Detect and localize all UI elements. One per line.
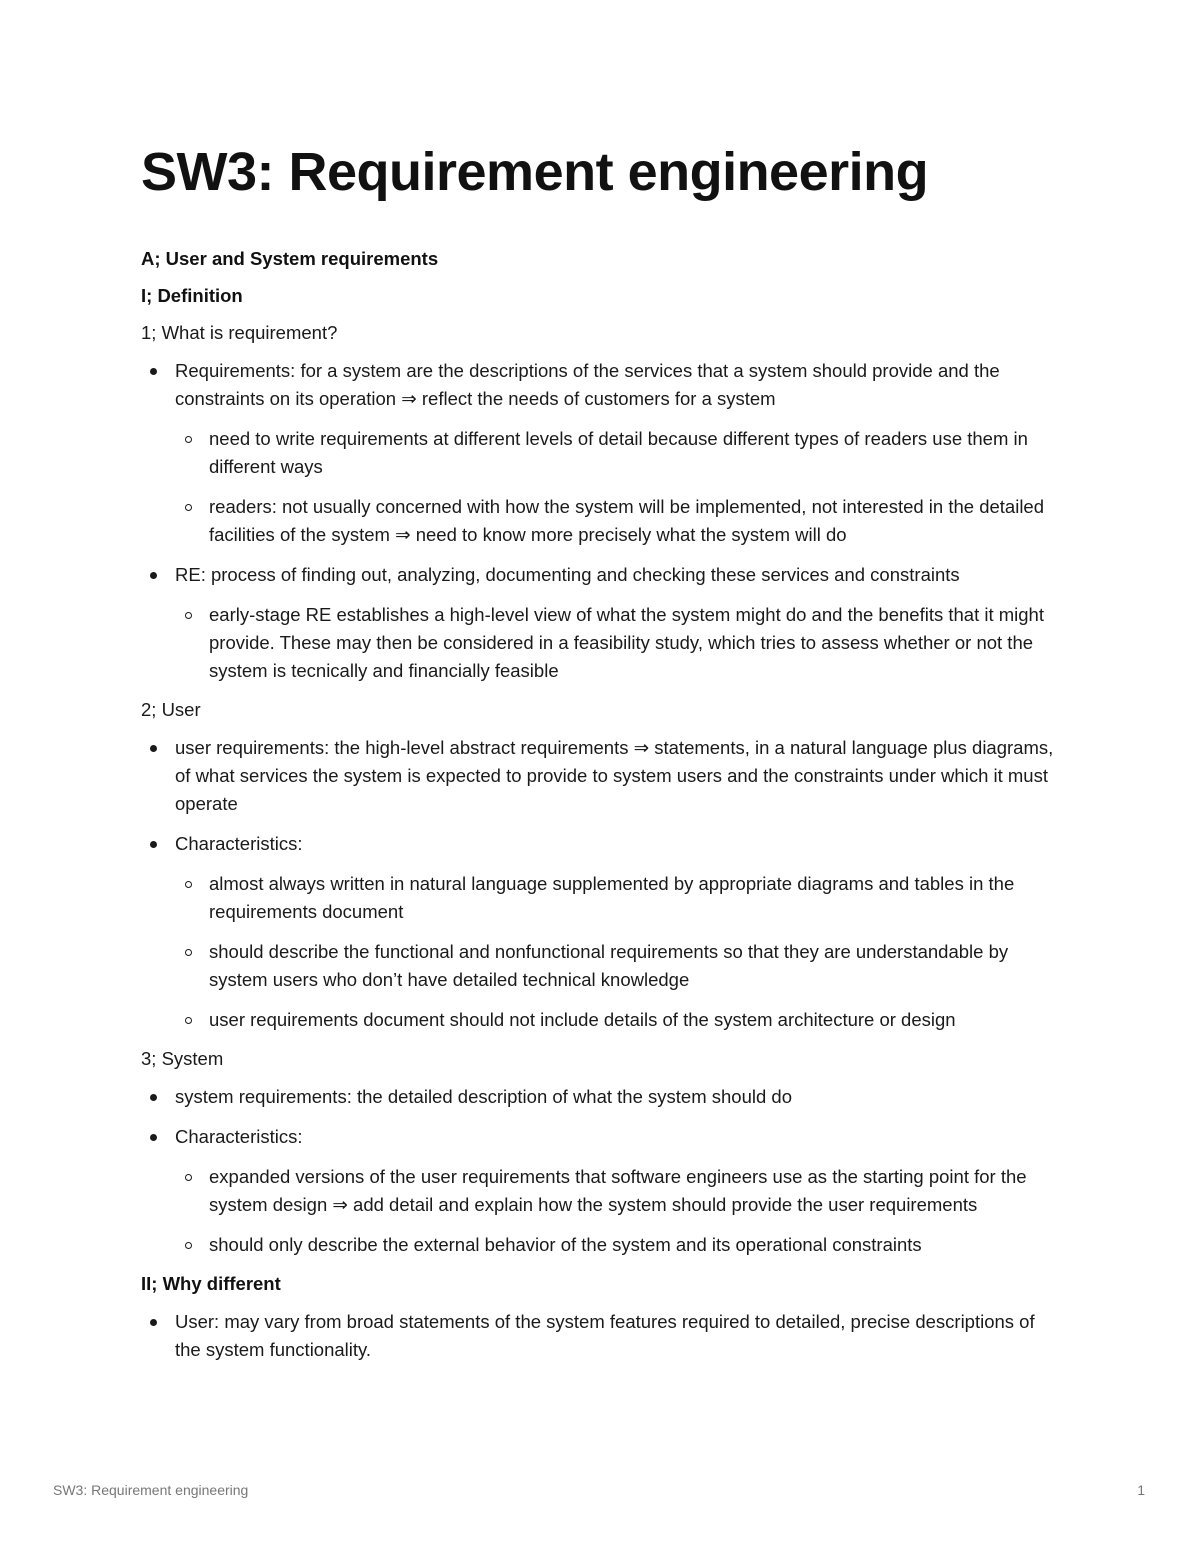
list-item xyxy=(141,1083,1061,1111)
bullet-circle-icon xyxy=(185,612,192,619)
section-heading-i: I; Definition xyxy=(141,285,243,306)
bullet-dot-icon xyxy=(150,745,157,752)
bullet-circle-icon xyxy=(185,504,192,511)
list-item-text: almost always written in natural language supplemented by appropriate diagrams and tables in the requirements document xyxy=(209,873,1015,922)
list-item-text: RE: process of finding out, analyzing, documenting and checking these services and constraints xyxy=(175,564,960,585)
list-item-text: expanded versions of the user requirements that software engineers use as the starting point for the system design ⇒ add detail and explain how the system should provide the user requirements xyxy=(209,1166,1027,1215)
sub-list xyxy=(175,1163,1061,1259)
bullet-dot-icon xyxy=(150,841,157,848)
bullet-circle-icon xyxy=(185,881,192,888)
bullet-circle-icon xyxy=(185,949,192,956)
bullet-dot-icon xyxy=(150,1094,157,1101)
sub-list xyxy=(175,601,1061,685)
bullet-circle-icon xyxy=(185,436,192,443)
bullet-circle-icon xyxy=(185,1174,192,1181)
list-item-text: early-stage RE establishes a high-level view of what the system might do and the benefits that it might provide. These may then be considered in a feasibility study, which tries to assess whether or not the system is tecnically and financially feasible xyxy=(209,604,1044,681)
list-item xyxy=(141,357,1061,549)
list-item xyxy=(141,830,1061,1034)
list-item-text: Characteristics: xyxy=(175,833,303,854)
bullet-list-definition xyxy=(141,357,1061,685)
bullet-dot-icon xyxy=(150,368,157,375)
list-item-text: system requirements: the detailed description of what the system should do xyxy=(175,1086,792,1107)
bullet-dot-icon xyxy=(150,572,157,579)
sub-list xyxy=(175,870,1061,1034)
list-item xyxy=(141,1123,1061,1259)
sub-list-item xyxy=(175,1163,1061,1219)
bullet-list-why-different xyxy=(141,1308,1061,1364)
sub-list-item xyxy=(175,493,1061,549)
bullet-dot-icon xyxy=(150,1319,157,1326)
list-item-text: user requirements: the high-level abstract requirements ⇒ statements, in a natural language plus diagrams, of what services the system is expected to provide to system users and the constraints under which it must operate xyxy=(175,737,1054,814)
list-item xyxy=(141,734,1061,818)
list-item-text: need to write requirements at different levels of detail because different types of readers use them in different ways xyxy=(209,428,1028,477)
subheading-user: 2; User xyxy=(141,699,201,720)
sub-list-item xyxy=(175,1231,1061,1259)
bullet-dot-icon xyxy=(150,1134,157,1141)
bullet-circle-icon xyxy=(185,1017,192,1024)
bullet-list-system xyxy=(141,1083,1061,1259)
list-item-text: User: may vary from broad statements of the system features required to detailed, precise descriptions of the system functionality. xyxy=(175,1311,1035,1360)
footer-doc-name: SW3: Requirement engineering xyxy=(53,1482,249,1498)
bullet-circle-icon xyxy=(185,1242,192,1249)
page-title: SW3: Requirement engineering xyxy=(141,142,929,202)
list-item-text: Characteristics: xyxy=(175,1126,303,1147)
list-item xyxy=(141,561,1061,685)
sub-list-item xyxy=(175,601,1061,685)
list-item-text: should describe the functional and nonfunctional requirements so that they are understandable by system users who don’t have detailed technical knowledge xyxy=(209,941,1009,990)
footer-page-number: 1 xyxy=(1137,1482,1145,1498)
page-content xyxy=(141,138,1061,1376)
bullet-list-user xyxy=(141,734,1061,1034)
sub-list-item xyxy=(175,870,1061,926)
list-item-text: user requirements document should not include details of the system architecture or design xyxy=(209,1009,956,1030)
list-item-text: readers: not usually concerned with how the system will be implemented, not interested in the detailed facilities of the system ⇒ need to know more precisely what the system will do xyxy=(209,496,1045,545)
sub-list-item xyxy=(175,425,1061,481)
section-heading-a: A; User and System requirements xyxy=(141,248,439,269)
sub-list-item xyxy=(175,938,1061,994)
list-item xyxy=(141,1308,1061,1364)
subheading-what-is-requirement: 1; What is requirement? xyxy=(141,322,338,343)
subheading-system: 3; System xyxy=(141,1048,224,1069)
list-item-text: should only describe the external behavior of the system and its operational constraints xyxy=(209,1234,922,1255)
section-heading-ii: II; Why different xyxy=(141,1273,281,1294)
sub-list xyxy=(175,425,1061,549)
sub-list-item xyxy=(175,1006,1061,1034)
list-item-text: Requirements: for a system are the descriptions of the services that a system should provide and the constraints on its operation ⇒ reflect the needs of customers for a system xyxy=(175,360,1000,409)
